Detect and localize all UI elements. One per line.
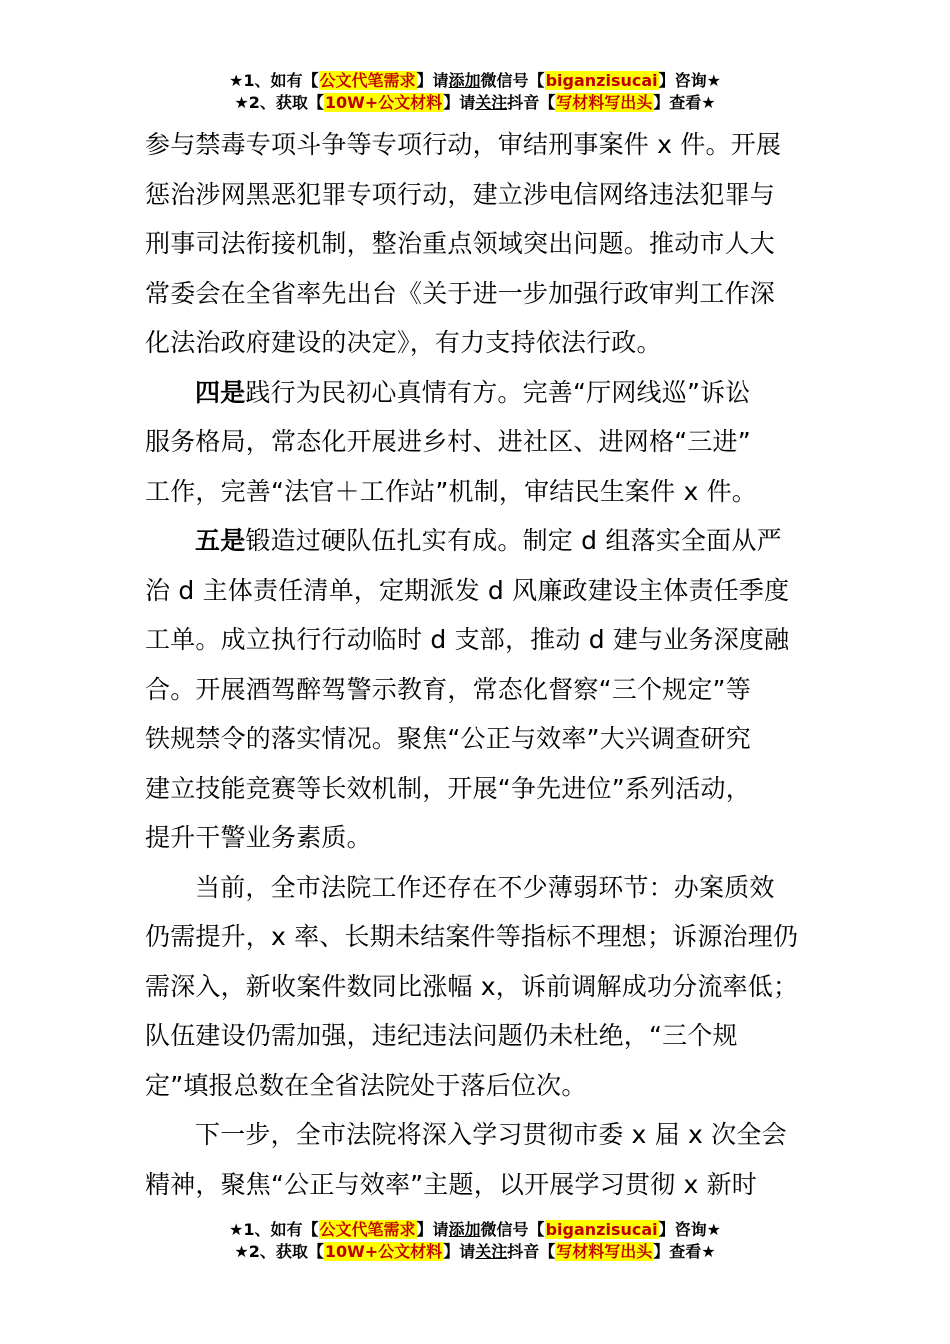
highlight-service: 公文代笔需求 <box>319 1220 416 1239</box>
text-line: 仍需提升，x 率、长期未结案件等指标不理想；诉源治理仍 <box>145 922 799 951</box>
text-line: 四是践行为民初心真情有方。完善“厅网线巡”诉讼 <box>195 377 751 407</box>
star-icon: ★ <box>229 71 244 90</box>
paragraph-2 <box>145 368 810 517</box>
text-line: 定”填报总数在全省法院处于落后位次。 <box>145 1070 587 1100</box>
text-line: 服务格局，常态化开展进乡村、进社区、进网格“三进” <box>145 427 751 456</box>
star-icon: ★ <box>234 1242 249 1261</box>
text-line: 刑事司法衔接机制，整治重点领域突出问题。推动市人大 <box>145 229 776 258</box>
paragraph-lead: 四是 <box>195 377 246 407</box>
text-line: 治 d 主体责任清单，定期派发 d 风廉政建设主体责任季度 <box>145 575 790 605</box>
text-line: 惩治涉网黑恶犯罪专项行动，建立涉电信网络违法犯罪与 <box>145 179 776 209</box>
text-line: 化法治政府建设的决定》，有力支持依法行政。 <box>145 328 662 357</box>
promo-line-2: ★2、获取【10W+公文材料】请关注抖音【写材料写出头】查看★ <box>234 1242 716 1261</box>
text-line: 工作，完善“法官＋工作站”机制，审结民生案件 x 件。 <box>145 476 757 506</box>
highlight-douyin: 写材料写出头 <box>556 93 653 112</box>
text-line: 五是锻造过硬队伍扎实有成。制定 d 组落实全面从严 <box>195 526 782 555</box>
highlight-service: 公文代笔需求 <box>319 71 416 90</box>
document-body <box>145 120 810 1209</box>
highlight-douyin: 写材料写出头 <box>556 1242 653 1261</box>
text-line: 工单。成立执行行动临时 d 支部，推动 d 建与业务深度融 <box>145 625 790 654</box>
text-line: 铁规禁令的落实情况。聚焦“公正与效率”大兴调查研究 <box>145 724 751 753</box>
highlight-materials: 10W+公文材料 <box>324 93 443 112</box>
highlight-materials: 10W+公文材料 <box>324 1242 443 1261</box>
paragraph-3 <box>145 516 810 863</box>
text-line: 下一步，全市法院将深入学习贯彻市委 x 届 x 次全会 <box>195 1120 787 1149</box>
text-line: 队伍建设仍需加强，违纪违法问题仍未杜绝，“三个规 <box>145 1021 738 1050</box>
header-promo-banner <box>0 70 950 114</box>
paragraph-4 <box>145 863 810 1111</box>
paragraph-1 <box>145 120 810 368</box>
text-line: 常委会在全省率先出台《关于进一步加强行政审判工作深 <box>145 278 776 308</box>
text-line: 参与禁毒专项斗争等专项行动，审结刑事案件 x 件。开展 <box>145 130 782 159</box>
footer-promo-banner <box>0 1219 950 1263</box>
star-icon: ★ <box>234 93 249 112</box>
highlight-wechat-id: biganzisucai <box>545 71 658 90</box>
star-icon: ★ <box>229 1220 244 1239</box>
promo-line-2: ★2、获取【10W+公文材料】请关注抖音【写材料写出头】查看★ <box>234 93 716 112</box>
paragraph-5 <box>145 1110 810 1209</box>
text-line: 需深入，新收案件数同比涨幅 x，诉前调解成功分流率低； <box>145 971 799 1001</box>
promo-line-1: ★1、如有【公文代笔需求】请添加微信号【biganzisucai】咨询★ <box>229 71 721 90</box>
paragraph-lead: 五是 <box>195 526 246 555</box>
highlight-wechat-id: biganzisucai <box>545 1220 658 1239</box>
promo-line-1: ★1、如有【公文代笔需求】请添加微信号【biganzisucai】咨询★ <box>229 1220 721 1239</box>
text-line: 精神，聚焦“公正与效率”主题，以开展学习贯彻 x 新时 <box>145 1169 757 1199</box>
text-line: 合。开展酒驾醉驾警示教育，常态化督察“三个规定”等 <box>145 674 751 704</box>
text-line: 当前，全市法院工作还存在不少薄弱环节：办案质效 <box>195 872 775 902</box>
text-line: 提升干警业务素质。 <box>145 823 372 852</box>
text-line: 建立技能竞赛等长效机制，开展“争先进位”系列活动， <box>145 773 751 803</box>
